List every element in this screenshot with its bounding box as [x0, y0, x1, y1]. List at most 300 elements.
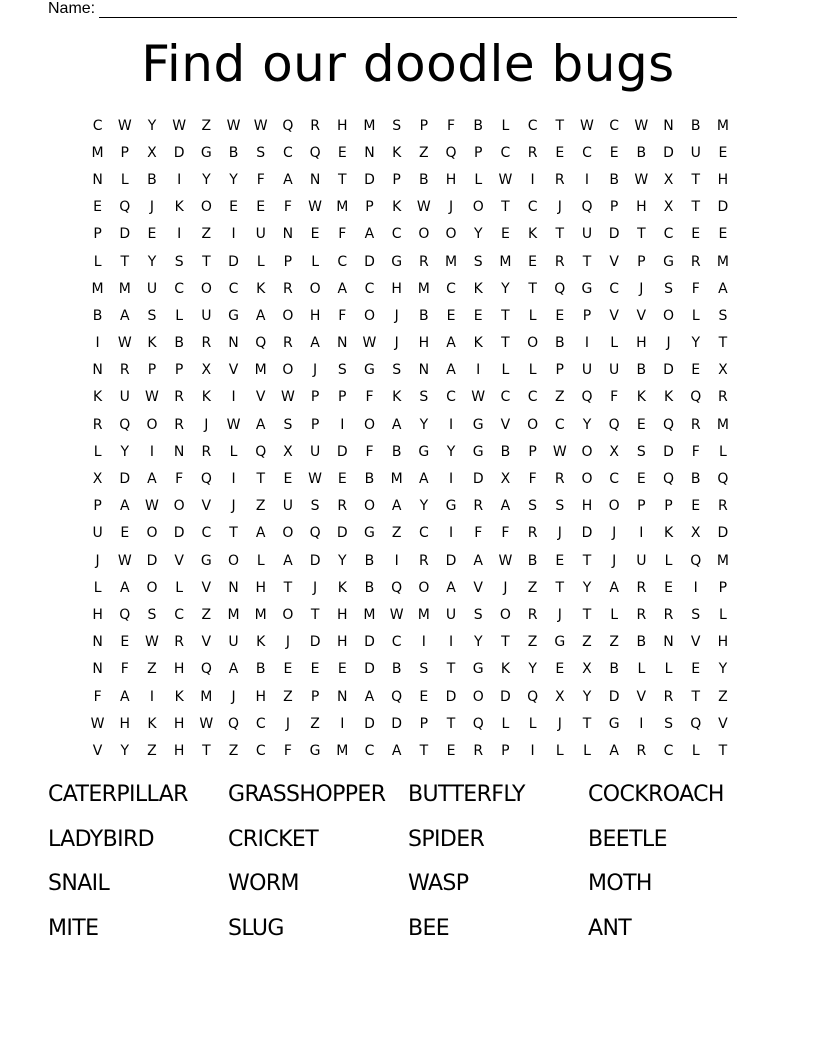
grid-cell: R: [174, 634, 185, 651]
grid-cell: P: [365, 199, 374, 216]
grid-cell: D: [364, 661, 375, 678]
grid-cell: A: [473, 552, 483, 569]
grid-cell: G: [391, 253, 403, 270]
grid-cell: I: [448, 634, 454, 651]
grid-cell: O: [282, 525, 294, 542]
grid-cell: A: [419, 471, 429, 488]
grid-cell: F: [447, 117, 456, 134]
grid-cell: T: [691, 688, 700, 705]
grid-cell: Y: [419, 416, 429, 433]
grid-cell: S: [174, 253, 184, 270]
grid-cell: O: [581, 471, 593, 488]
grid-cell: M: [254, 362, 267, 379]
grid-cell: K: [392, 199, 402, 216]
grid-cell: F: [528, 471, 537, 488]
grid-cell: G: [445, 498, 457, 515]
grid-cell: L: [501, 715, 510, 732]
grid-cell: C: [500, 389, 511, 406]
grid-cell: Y: [147, 253, 157, 270]
grid-cell: E: [691, 661, 701, 678]
grid-cell: G: [364, 362, 375, 379]
grid-cell: R: [718, 498, 728, 515]
grid-cell: O: [472, 688, 484, 705]
grid-cell: O: [445, 226, 457, 243]
grid-cell: T: [446, 715, 456, 732]
grid-cell: A: [364, 688, 375, 705]
grid-cell: B: [92, 307, 103, 324]
grid-cell: K: [174, 688, 184, 705]
grid-cell: L: [501, 362, 510, 379]
grid-cell: T: [555, 117, 565, 134]
grid-cell: I: [448, 471, 454, 488]
grid-cell: J: [557, 606, 562, 623]
grid-cell: T: [501, 634, 510, 651]
grid-cell: C: [527, 117, 538, 134]
grid-cell: H: [92, 606, 103, 623]
grid-cell: G: [554, 634, 566, 651]
grid-cell: E: [120, 525, 130, 542]
word-list-item: ANT: [588, 915, 632, 941]
grid-cell: D: [663, 144, 674, 161]
grid-cell: O: [608, 498, 620, 515]
grid-cell: Y: [473, 634, 483, 651]
grid-cell: A: [391, 416, 402, 433]
grid-cell: S: [147, 307, 157, 324]
grid-cell: W: [145, 389, 159, 406]
grid-cell: D: [608, 226, 620, 243]
grid-cell: C: [255, 715, 266, 732]
grid-cell: X: [609, 443, 619, 460]
grid-cell: J: [612, 525, 617, 542]
page-title: Find our doodle bugs: [141, 35, 675, 93]
grid-cell: E: [555, 661, 565, 678]
grid-cell: T: [691, 199, 700, 216]
grid-cell: S: [473, 253, 483, 270]
grid-cell: O: [527, 416, 539, 433]
grid-cell: K: [528, 226, 538, 243]
grid-cell: Z: [201, 606, 212, 623]
grid-cell: T: [446, 661, 456, 678]
grid-cell: I: [476, 362, 481, 379]
grid-cell: E: [555, 307, 565, 324]
grid-cell: N: [663, 634, 674, 651]
grid-cell: K: [500, 661, 510, 678]
grid-cell: Z: [419, 144, 429, 161]
grid-cell: L: [311, 253, 319, 270]
grid-cell: B: [419, 307, 429, 324]
grid-cell: Q: [690, 552, 702, 569]
grid-cell: A: [283, 552, 293, 569]
grid-cell: X: [718, 362, 728, 379]
grid-cell: I: [448, 525, 454, 542]
grid-cell: E: [256, 199, 266, 216]
grid-cell: H: [255, 579, 266, 596]
word-list-item: SPIDER: [408, 826, 485, 852]
grid-cell: W: [117, 335, 132, 352]
grid-cell: J: [313, 579, 318, 596]
grid-cell: H: [581, 498, 593, 515]
grid-cell: N: [92, 171, 103, 188]
grid-cell: T: [202, 253, 211, 270]
grid-cell: T: [691, 171, 700, 188]
grid-cell: R: [174, 416, 185, 433]
grid-cell: J: [231, 688, 236, 705]
grid-cell: R: [690, 416, 701, 433]
grid-cell: O: [472, 199, 484, 216]
grid-cell: U: [146, 280, 158, 297]
grid-cell: M: [716, 253, 729, 270]
grid-cell: V: [255, 389, 266, 406]
grid-cell: X: [201, 362, 212, 379]
grid-cell: E: [283, 661, 293, 678]
grid-cell: M: [336, 742, 349, 759]
grid-cell: S: [555, 498, 565, 515]
grid-cell: G: [364, 525, 375, 542]
grid-cell: Q: [255, 443, 267, 460]
grid-cell: L: [719, 443, 727, 460]
grid-cell: M: [200, 688, 213, 705]
grid-cell: A: [119, 498, 130, 515]
grid-cell: L: [93, 253, 102, 270]
grid-cell: Q: [119, 416, 131, 433]
grid-cell: E: [691, 226, 701, 243]
grid-cell: W: [416, 199, 431, 216]
grid-cell: B: [364, 579, 375, 596]
grid-cell: I: [394, 552, 399, 569]
grid-cell: E: [93, 199, 103, 216]
grid-cell: A: [391, 742, 402, 759]
grid-cell: U: [636, 552, 647, 569]
grid-cell: Z: [255, 498, 266, 515]
grid-cell: C: [663, 742, 674, 759]
grid-cell: K: [93, 389, 103, 406]
grid-cell: W: [172, 117, 187, 134]
grid-cell: A: [255, 525, 266, 542]
grid-cell: P: [528, 443, 537, 460]
grid-cell: P: [93, 498, 102, 515]
grid-cell: T: [555, 579, 565, 596]
grid-cell: B: [473, 117, 484, 134]
grid-cell: V: [92, 742, 103, 759]
grid-cell: D: [445, 552, 457, 569]
grid-cell: K: [147, 715, 157, 732]
grid-cell: F: [691, 443, 700, 460]
grid-cell: A: [446, 579, 456, 596]
grid-cell: R: [201, 335, 212, 352]
grid-cell: Q: [309, 525, 321, 542]
grid-cell: S: [337, 362, 347, 379]
grid-cell: H: [636, 199, 647, 216]
grid-cell: Z: [228, 742, 239, 759]
grid-cell: A: [609, 742, 619, 759]
grid-cell: F: [120, 661, 129, 678]
grid-cell: R: [201, 443, 212, 460]
grid-cell: T: [229, 525, 238, 542]
grid-cell: T: [501, 199, 510, 216]
grid-cell: G: [581, 280, 593, 297]
name-label: Name:: [48, 0, 96, 17]
grid-cell: I: [530, 171, 535, 188]
grid-cell: Q: [282, 117, 294, 134]
grid-cell: W: [362, 335, 377, 352]
grid-cell: M: [363, 117, 376, 134]
letter-grid: [84, 112, 737, 765]
grid-cell: Z: [527, 579, 538, 596]
grid-cell: B: [228, 144, 239, 161]
grid-cell: A: [609, 579, 619, 596]
grid-cell: D: [146, 552, 158, 569]
grid-cell: O: [200, 280, 212, 297]
grid-cell: C: [609, 280, 620, 297]
grid-cell: Y: [120, 742, 130, 759]
word-list-item: WASP: [408, 871, 469, 896]
grid-cell: Y: [528, 661, 537, 678]
grid-cell: Y: [446, 443, 456, 460]
grid-cell: U: [119, 389, 130, 406]
grid-cell: N: [228, 335, 239, 352]
grid-cell: Q: [581, 199, 593, 216]
grid-cell: H: [255, 688, 266, 705]
word-list: [48, 778, 768, 956]
grid-cell: E: [446, 742, 456, 759]
grid-cell: O: [527, 335, 539, 352]
grid-cell: D: [364, 715, 375, 732]
grid-cell: T: [283, 579, 293, 596]
grid-cell: A: [255, 416, 266, 433]
grid-cell: A: [364, 226, 375, 243]
grid-cell: L: [583, 742, 591, 759]
grid-cell: V: [690, 634, 701, 651]
grid-cell: M: [336, 199, 349, 216]
grid-cell: G: [472, 416, 484, 433]
grid-cell: E: [310, 661, 320, 678]
grid-cell: S: [310, 498, 320, 515]
grid-cell: P: [637, 498, 646, 515]
grid-cell: I: [584, 335, 590, 352]
grid-cell: D: [364, 253, 375, 270]
grid-cell: D: [309, 634, 321, 651]
grid-cell: W: [552, 443, 567, 460]
grid-cell: Q: [255, 335, 267, 352]
grid-cell: K: [663, 389, 674, 406]
grid-cell: M: [91, 144, 104, 161]
grid-cell: S: [664, 715, 673, 732]
grid-cell: U: [309, 443, 321, 460]
grid-cell: D: [119, 471, 131, 488]
grid-cell: Q: [391, 688, 403, 705]
grid-cell: B: [527, 552, 538, 569]
grid-cell: L: [528, 715, 537, 732]
grid-cell: B: [147, 171, 157, 188]
grid-cell: Y: [501, 280, 510, 297]
grid-cell: R: [337, 498, 348, 515]
grid-cell: N: [92, 362, 103, 379]
grid-cell: Q: [119, 606, 131, 623]
grid-cell: B: [554, 335, 565, 352]
grid-cell: E: [310, 226, 320, 243]
grid-cell: C: [92, 117, 103, 134]
grid-cell: T: [637, 226, 646, 243]
grid-cell: R: [554, 253, 565, 270]
grid-cell: Y: [120, 443, 130, 460]
grid-cell: E: [636, 471, 646, 488]
grid-cell: D: [663, 443, 674, 460]
grid-cell: D: [663, 362, 674, 379]
grid-cell: E: [419, 688, 429, 705]
grid-cell: S: [718, 307, 728, 324]
grid-cell: S: [392, 362, 402, 379]
grid-cell: A: [718, 280, 728, 297]
grid-cell: P: [310, 688, 320, 705]
grid-cell: Y: [718, 661, 728, 678]
grid-cell: F: [256, 171, 265, 188]
grid-cell: P: [473, 144, 483, 161]
grid-cell: D: [445, 688, 457, 705]
grid-cell: K: [392, 389, 402, 406]
grid-cell: W: [145, 498, 159, 515]
grid-cell: X: [92, 471, 103, 488]
grid-cell: O: [146, 416, 158, 433]
grid-cell: E: [718, 226, 728, 243]
grid-cell: L: [93, 579, 102, 596]
grid-cell: D: [228, 253, 239, 270]
grid-cell: E: [147, 226, 157, 243]
grid-cell: J: [666, 335, 671, 352]
grid-cell: A: [310, 335, 320, 352]
grid-cell: B: [391, 661, 402, 678]
grid-cell: W: [226, 416, 241, 433]
grid-cell: K: [147, 335, 157, 352]
grid-cell: N: [663, 117, 674, 134]
grid-cell: W: [634, 117, 649, 134]
word-list-item: SLUG: [228, 915, 284, 941]
grid-cell: E: [718, 144, 728, 161]
grid-cell: A: [119, 688, 130, 705]
grid-cell: S: [528, 498, 538, 515]
name-line[interactable]: [99, 3, 737, 18]
grid-cell: G: [418, 443, 430, 460]
grid-cell: H: [717, 634, 729, 651]
grid-cell: Y: [582, 688, 592, 705]
grid-cell: M: [417, 606, 430, 623]
word-list-item: GRASSHOPPER: [228, 782, 386, 807]
word-list-item: BEETLE: [588, 826, 667, 852]
grid-cell: W: [226, 117, 241, 134]
grid-cell: W: [471, 389, 486, 406]
grid-cell: F: [610, 389, 619, 406]
grid-cell: H: [337, 634, 348, 651]
grid-cell: Q: [717, 471, 729, 488]
grid-cell: L: [610, 606, 619, 623]
grid-cell: P: [392, 171, 401, 188]
grid-cell: K: [256, 280, 266, 297]
grid-cell: T: [528, 280, 537, 297]
grid-cell: J: [285, 715, 290, 732]
grid-cell: G: [663, 253, 674, 270]
grid-cell: S: [636, 443, 646, 460]
grid-cell: H: [418, 335, 430, 352]
grid-cell: L: [610, 335, 619, 352]
grid-cell: X: [500, 471, 511, 488]
grid-cell: O: [228, 552, 240, 569]
grid-cell: K: [636, 389, 646, 406]
grid-cell: I: [231, 226, 236, 243]
grid-cell: L: [637, 661, 646, 678]
grid-cell: S: [283, 416, 293, 433]
grid-cell: N: [309, 171, 321, 188]
grid-cell: R: [92, 416, 103, 433]
grid-cell: E: [283, 471, 293, 488]
grid-cell: U: [609, 362, 620, 379]
grid-cell: O: [309, 280, 321, 297]
grid-cell: L: [501, 117, 510, 134]
grid-cell: J: [285, 634, 290, 651]
grid-cell: O: [282, 307, 294, 324]
grid-cell: I: [340, 416, 345, 433]
grid-cell: K: [473, 335, 483, 352]
grid-cell: D: [336, 443, 348, 460]
grid-cell: T: [338, 171, 347, 188]
word-list-item: COCKROACH: [588, 782, 724, 807]
grid-cell: P: [664, 498, 673, 515]
grid-cell: Y: [419, 498, 429, 515]
grid-cell: J: [204, 416, 209, 433]
grid-cell: V: [473, 579, 483, 596]
grid-cell: N: [173, 443, 185, 460]
grid-cell: V: [636, 307, 647, 324]
grid-cell: K: [663, 525, 674, 542]
grid-cell: L: [528, 362, 537, 379]
grid-cell: O: [418, 579, 430, 596]
grid-cell: I: [639, 715, 644, 732]
grid-cell: P: [310, 416, 320, 433]
grid-cell: I: [177, 226, 182, 243]
grid-cell: T: [501, 307, 510, 324]
grid-cell: I: [584, 171, 590, 188]
grid-cell: R: [527, 606, 538, 623]
grid-cell: O: [363, 416, 375, 433]
grid-cell: R: [473, 742, 484, 759]
grid-cell: J: [612, 552, 617, 569]
grid-cell: L: [555, 742, 564, 759]
grid-cell: R: [663, 688, 674, 705]
grid-cell: Y: [147, 117, 157, 134]
grid-cell: Q: [472, 715, 484, 732]
grid-cell: U: [690, 144, 701, 161]
grid-cell: P: [147, 362, 157, 379]
grid-cell: Y: [691, 335, 700, 352]
grid-cell: F: [175, 471, 184, 488]
word-list-item: CRICKET: [228, 826, 319, 852]
grid-cell: B: [609, 171, 619, 188]
grid-cell: O: [363, 307, 375, 324]
grid-cell: G: [608, 715, 620, 732]
grid-cell: F: [283, 742, 292, 759]
grid-cell: W: [145, 634, 159, 651]
grid-cell: N: [228, 579, 239, 596]
word-list-item: BUTTERFLY: [408, 782, 525, 807]
grid-cell: C: [527, 199, 538, 216]
grid-cell: I: [231, 471, 236, 488]
grid-cell: R: [473, 498, 484, 515]
grid-cell: U: [445, 606, 457, 623]
grid-cell: C: [201, 525, 212, 542]
grid-cell: J: [95, 552, 100, 569]
grid-cell: Q: [527, 688, 539, 705]
grid-cell: C: [364, 742, 375, 759]
grid-cell: P: [609, 199, 619, 216]
grid-cell: J: [231, 498, 236, 515]
